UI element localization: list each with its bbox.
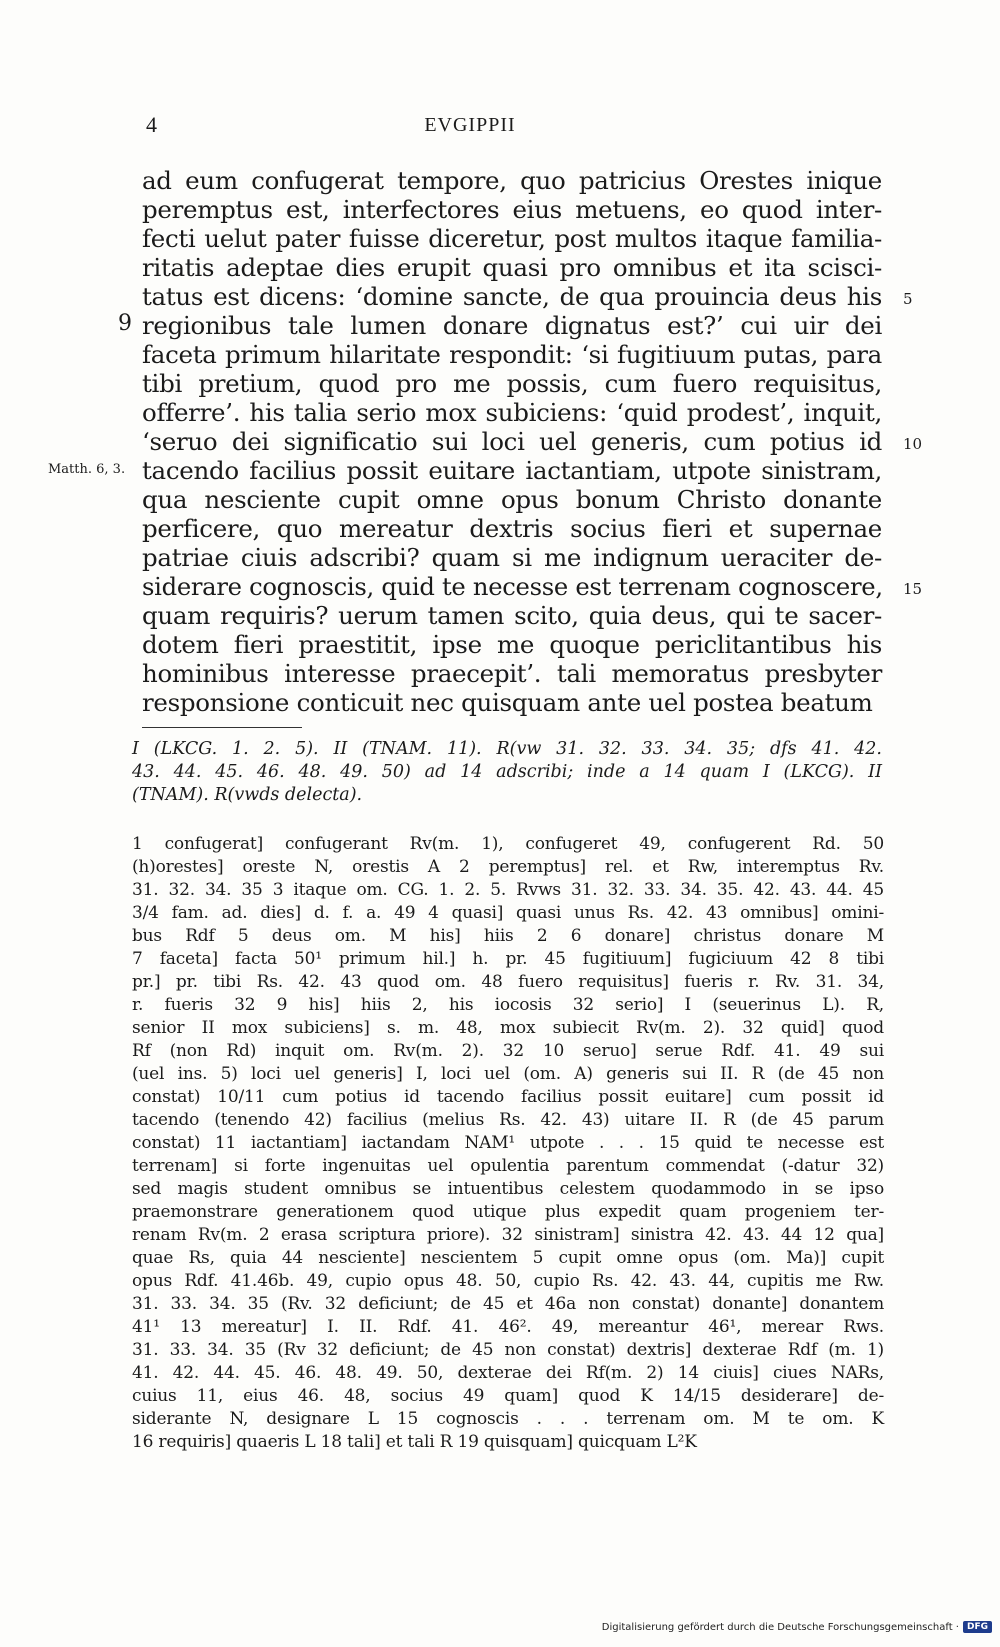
- note-line: 31. 33. 34. 35 (Rv. 32 deficiunt; de 45 et 46a non constat) donante] donantem: [132, 1294, 884, 1314]
- note-line: Rf (non Rd) inquit om. Rv(m. 2). 32 10 seruo] serue Rdf. 41. 49 sui: [132, 1041, 884, 1061]
- note-line: opus Rdf. 41.46b. 49, cupio opus 48. 50, cupio Rs. 42. 43. 44, cupitis me Rw.: [132, 1271, 884, 1291]
- note-line: constat) 10/11 cum potius id tacendo facilius possit euitare] cum possit id: [132, 1087, 884, 1107]
- credit-text: Digitalisierung gefördert durch die Deutsche Forschungsgemeinschaft ·: [601, 1621, 959, 1633]
- text-line: quam requiris? uerum tamen scito, quia deus, qui te sacer-: [142, 601, 882, 630]
- text-line: ‘seruo dei significatio sui loci uel generis, cum potius id: [142, 427, 882, 456]
- text-line: perficere, quo mereatur dextris socius fieri et supernae: [142, 514, 882, 543]
- note-line: 31. 32. 34. 35 3 itaque om. CG. 1. 2. 5. Rvws 31. 32. 33. 34. 35. 42. 43. 44. 45: [132, 880, 884, 900]
- note-line: 41. 42. 44. 45. 46. 48. 49. 50, dexterae dei Rf(m. 2) 14 ciuis] ciues NARs,: [132, 1363, 884, 1383]
- text-line: patriae ciuis adscribi? quam si me indignum ueraciter de-: [142, 543, 882, 572]
- page-number: 4: [146, 112, 157, 137]
- text-line: ritatis adeptae dies erupit quasi pro omnibus et ita scisci-: [142, 253, 882, 282]
- margin-bible-reference: Matth. 6, 3.: [48, 462, 126, 477]
- text-line: faceta primum hilaritate respondit: ‘si fugitiuum putas, para: [142, 340, 882, 369]
- note-line: r. fueris 32 9 his] hiis 2, his iocosis 32 serio] I (seuerinus L). R,: [132, 995, 884, 1015]
- digitization-credit: [602, 1621, 992, 1633]
- note-line: siderante N, designare L 15 cognoscis . . . terrenam om. M te om. K: [132, 1409, 884, 1429]
- text-line: ad eum confugerat tempore, quo patricius Orestes inique: [142, 166, 882, 195]
- note-line: (uel ins. 5) loci uel generis] I, loci uel (om. A) generis sui II. R (de 45 non: [132, 1064, 884, 1084]
- note-line: sed magis student omnibus se intuentibus celestem quodammodo in se ipso: [132, 1179, 884, 1199]
- note-line: senior II mox subiciens] s. m. 48, mox subiecit Rv(m. 2). 32 quid] quod: [132, 1018, 884, 1038]
- note-line: 41¹ 13 mereatur] I. II. Rdf. 41. 46². 49, mereantur 46¹, merear Rws.: [132, 1317, 884, 1337]
- text-line: hominibus interesse praecepit’. tali memoratus presbyter: [142, 659, 882, 688]
- note-line: 1 confugerat] confugerant Rv(m. 1), confugeret 49, confugerent Rd. 50: [132, 834, 884, 854]
- note-line: 31. 33. 34. 35 (Rv 32 deficiunt; de 45 non constat) dextris] dexterae Rdf (m. 1): [132, 1340, 884, 1360]
- note-line: praemonstrare generationem quod utique plus expedit quam progeniem ter-: [132, 1202, 884, 1222]
- text-line: offerre’. his talia serio mox subiciens: ‘quid prodest’, inquit,: [142, 398, 882, 427]
- margin-line-number-5: 5: [903, 290, 913, 308]
- note-line: cuius 11, eius 46. 48, socius 49 quam] quod K 14/15 desiderare] de-: [132, 1386, 884, 1406]
- text-line: regionibus tale lumen donare dignatus est?’ cui uir dei: [142, 311, 882, 340]
- apparatus-line: I (LKCG. 1. 2. 5). II (TNAM. 11). R(vw 31. 32. 33. 34. 35; dfs 41. 42.: [132, 739, 882, 759]
- apparatus-line: (TNAM). R(vwds delecta).: [132, 785, 363, 805]
- text-line: tatus est dicens: ‘domine sancte, de qua prouincia deus his: [142, 282, 882, 311]
- text-line: tacendo facilius possit euitare iactantiam, utpote sinistram,: [142, 456, 882, 485]
- note-line: 3/4 fam. ad. dies] d. f. a. 49 4 quasi] quasi unus Rs. 42. 43 omnibus] omini-: [132, 903, 884, 923]
- margin-line-number-15: 15: [903, 580, 923, 598]
- running-title: EVGIPPII: [424, 114, 516, 136]
- note-line: quae Rs, quia 44 nesciente] nescientem 5 cupit omne opus (om. Ma)] cupit: [132, 1248, 884, 1268]
- text-line: qua nesciente cupit omne opus bonum Christo donante: [142, 485, 882, 514]
- note-line: bus Rdf 5 deus om. M his] hiis 2 6 donare] christus donare M: [132, 926, 884, 946]
- note-line: 16 requiris] quaeris L 18 tali] et tali R 19 quisquam] quicquam L²K: [132, 1432, 697, 1452]
- text-line: tibi pretium, quod pro me possis, cum fuero requisitus,: [142, 369, 882, 398]
- note-line: renam Rv(m. 2 erasa scriptura priore). 32 sinistram] sinistra 42. 43. 44 12 qua]: [132, 1225, 884, 1245]
- note-line: terrenam] si forte ingenuitas uel opulentia parentum commendat (-datur 32): [132, 1156, 884, 1176]
- note-line: 7 faceta] facta 50¹ primum hil.] h. pr. 45 fugitiuum] fugiciuum 42 8 tibi: [132, 949, 884, 969]
- text-line: siderare cognoscis, quid te necesse est terrenam cognoscere,: [142, 572, 883, 601]
- text-line: responsione conticuit nec quisquam ante uel postea beatum: [142, 688, 873, 717]
- apparatus-line: 43. 44. 45. 46. 48. 49. 50) ad 14 adscribi; inde a 14 quam I (LKCG). II: [132, 762, 882, 782]
- note-line: constat) 11 iactantiam] iactandam NAM¹ utpote . . . 15 quid te necesse est: [132, 1133, 884, 1153]
- margin-section-number: 9: [118, 311, 132, 336]
- text-line: peremptus est, interfectores eius metuens, eo quod inter-: [142, 195, 882, 224]
- note-line: (h)orestes] oreste N, orestis A 2 peremptus] rel. et Rw, interemptus Rv.: [132, 857, 884, 877]
- text-line: dotem fieri praestitit, ipse me quoque periclitantibus his: [142, 630, 882, 659]
- text-line: fecti uelut pater fuisse diceretur, post multos itaque familia-: [142, 224, 882, 253]
- note-line: tacendo (tenendo 42) facilius (melius Rs. 42. 43) uitare II. R (de 45 parum: [132, 1110, 884, 1130]
- footnote-rule: [142, 727, 302, 728]
- note-line: pr.] pr. tibi Rs. 42. 43 quod om. 48 fuero requisitus] fueris r. Rv. 31. 34,: [132, 972, 884, 992]
- margin-line-number-10: 10: [903, 435, 923, 453]
- dfg-logo: DFG: [963, 1621, 992, 1633]
